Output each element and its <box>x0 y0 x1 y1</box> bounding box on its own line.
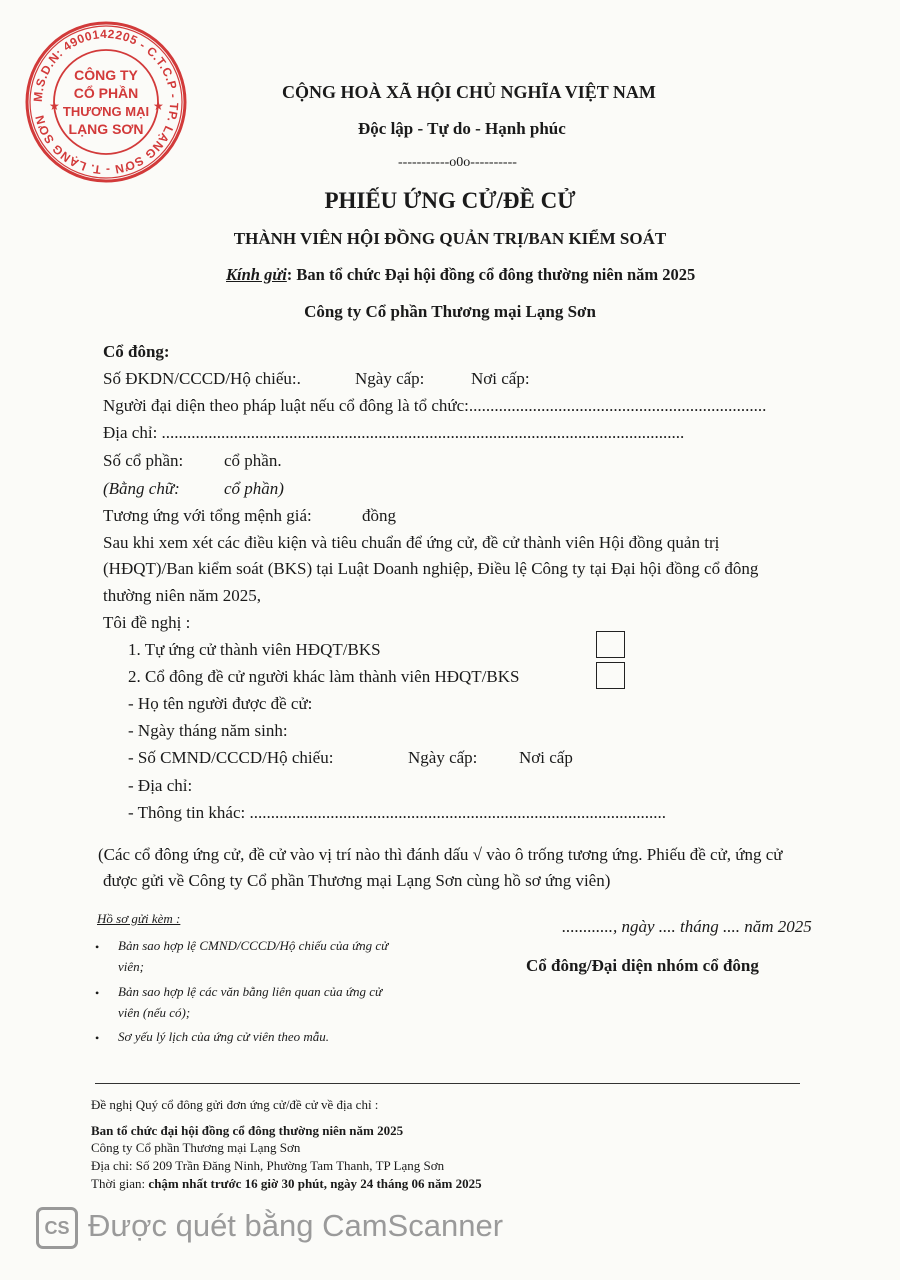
addressee-text: : Ban tổ chức Đại hội đồng cổ đông thường niên năm 2025 <box>286 265 696 284</box>
nominee-dob-label: - Ngày tháng năm sinh: <box>128 721 288 740</box>
signature-date-line: ............, ngày .... tháng .... năm 2025 <box>562 917 812 936</box>
note-line-1: (Các cổ đông ứng cử, đề cử vào vị trí nào thì đánh dấu √ vào ô trống tương ứng. Phiếu đề cử, ứng cử <box>98 845 783 864</box>
nominee-issue-place-label: Nơi cấp <box>519 748 573 767</box>
paragraph-line-2: (HĐQT)/Ban kiểm soát (BKS) tại Luật Doanh nghiệp, Điều lệ Công ty tại Đại hội đồng cổ đông <box>103 559 759 578</box>
par-value-unit: đồng <box>362 506 396 525</box>
nation-heading: CỘNG HOÀ XÃ HỘI CHỦ NGHĨA VIỆT NAM <box>282 82 656 102</box>
attachment-2-line-1: Bản sao hợp lệ các văn bằng liên quan của ứng cử <box>118 984 383 999</box>
footer-request: Đề nghị Quý cổ đông gửi đơn ứng cử/đề cử về địa chỉ : <box>91 1097 379 1112</box>
addressee-label: Kính gửi <box>226 265 287 284</box>
company-seal <box>22 18 190 186</box>
svg-text:★: ★ <box>49 99 60 113</box>
shares-label: Số cổ phần: <box>103 451 184 470</box>
address-label: Địa chỉ: ........................................................................................................................... <box>103 423 685 442</box>
attachment-1-line-1: Bản sao hợp lệ CMND/CCCD/Hộ chiếu của ứng cử <box>118 938 389 953</box>
form-title: PHIẾU ỨNG CỬ/ĐỀ CỬ <box>324 188 576 213</box>
header-divider: -----------o0o---------- <box>398 155 517 170</box>
addressee-line <box>226 265 695 285</box>
option-self-nominate: 1. Tự ứng cử thành viên HĐQT/BKS <box>128 640 381 659</box>
shares-unit: cổ phần. <box>224 451 282 470</box>
footer-divider <box>95 1083 800 1084</box>
form-subtitle: THÀNH VIÊN HỘI ĐỒNG QUẢN TRỊ/BAN KIỂM SOÁT <box>233 229 667 248</box>
seal-graphic <box>22 18 190 186</box>
attachment-3-line-1: Sơ yếu lý lịch của ứng cử viên theo mẫu. <box>118 1029 329 1044</box>
svg-text:★: ★ <box>153 99 164 113</box>
attachment-bullet: • <box>95 940 100 954</box>
footer-address: Địa chỉ: Số 209 Trần Đăng Ninh, Phường Tam Thanh, TP Lạng Sơn <box>91 1158 445 1173</box>
representative-label: Người đại diện theo pháp luật nếu cổ đông là tổ chức:...................................................................... <box>103 396 767 415</box>
issue-place-label: Nơi cấp: <box>471 369 530 388</box>
nominee-other-info-label: - Thông tin khác: .................................................................................................. <box>128 803 666 822</box>
footer-organizer: Ban tổ chức đại hội đồng cổ đông thường niên năm 2025 <box>91 1123 404 1138</box>
paragraph-line-1: Sau khi xem xét các điều kiện và tiêu chuẩn để ứng cử, đề cử thành viên Hội đồng quản trị <box>103 533 720 552</box>
company-name: Công ty Cổ phần Thương mại Lạng Sơn <box>304 302 596 321</box>
svg-text:CỔ PHẦN: CỔ PHẦN <box>73 85 139 101</box>
propose-label: Tôi đề nghị : <box>103 613 191 632</box>
camscanner-watermark: Được quét bằng CamScanner <box>88 1208 504 1243</box>
par-value-label: Tương ứng với tổng mệnh giá: <box>103 506 312 525</box>
nominate-other-checkbox[interactable] <box>596 662 625 689</box>
note-line-2: được gửi về Công ty Cổ phần Thương mại Lạng Sơn cùng hồ sơ ứng viên) <box>103 871 611 890</box>
footer-deadline <box>91 1176 482 1192</box>
svg-text:M.S.D.N: 4900142205 - C.T.C.P: M.S.D.N: 4900142205 - C.T.C.P - TP. LẠNG SƠN - T. LẠNG SƠN <box>30 26 182 178</box>
self-nominate-checkbox[interactable] <box>596 631 625 658</box>
nominee-id-label: - Số CMND/CCCD/Hộ chiếu: <box>128 748 334 767</box>
in-words-unit: cổ phần) <box>224 479 284 498</box>
signer-title: Cổ đông/Đại diện nhóm cổ đông <box>526 956 759 975</box>
deadline-value: chậm nhất trước 16 giờ 30 phút, ngày 24 tháng 06 năm 2025 <box>148 1176 482 1191</box>
motto: Độc lập - Tự do - Hạnh phúc <box>358 119 566 138</box>
in-words-label: (Bằng chữ: <box>103 479 180 498</box>
attachment-2-line-2: viên (nếu có); <box>118 1005 191 1020</box>
camscanner-logo-icon: CS <box>36 1207 78 1249</box>
attachment-1-line-2: viên; <box>118 959 144 974</box>
footer-company: Công ty Cổ phần Thương mại Lạng Sơn <box>91 1140 301 1155</box>
paragraph-line-3: thường niên năm 2025, <box>103 586 261 605</box>
attachment-bullet: • <box>95 1031 100 1045</box>
deadline-label: Thời gian: <box>91 1176 149 1191</box>
svg-text:THƯƠNG MẠI: THƯƠNG MẠI <box>62 104 150 119</box>
attachments-title: Hồ sơ gửi kèm : <box>97 911 181 926</box>
id-label: Số ĐKDN/CCCD/Hộ chiếu:. <box>103 369 301 388</box>
shareholder-label: Cổ đông: <box>103 342 170 361</box>
nominee-name-label: - Họ tên người được đề cử: <box>128 694 313 713</box>
attachment-bullet: • <box>95 986 100 1000</box>
issue-date-label: Ngày cấp: <box>355 369 425 388</box>
nominee-issue-date-label: Ngày cấp: <box>408 748 478 767</box>
svg-text:CÔNG TY: CÔNG TY <box>74 67 138 83</box>
svg-text:LẠNG SƠN: LẠNG SƠN <box>68 121 144 137</box>
nominee-address-label: - Địa chỉ: <box>128 776 193 795</box>
option-nominate-other: 2. Cổ đông đề cử người khác làm thành viên HĐQT/BKS <box>128 667 520 686</box>
